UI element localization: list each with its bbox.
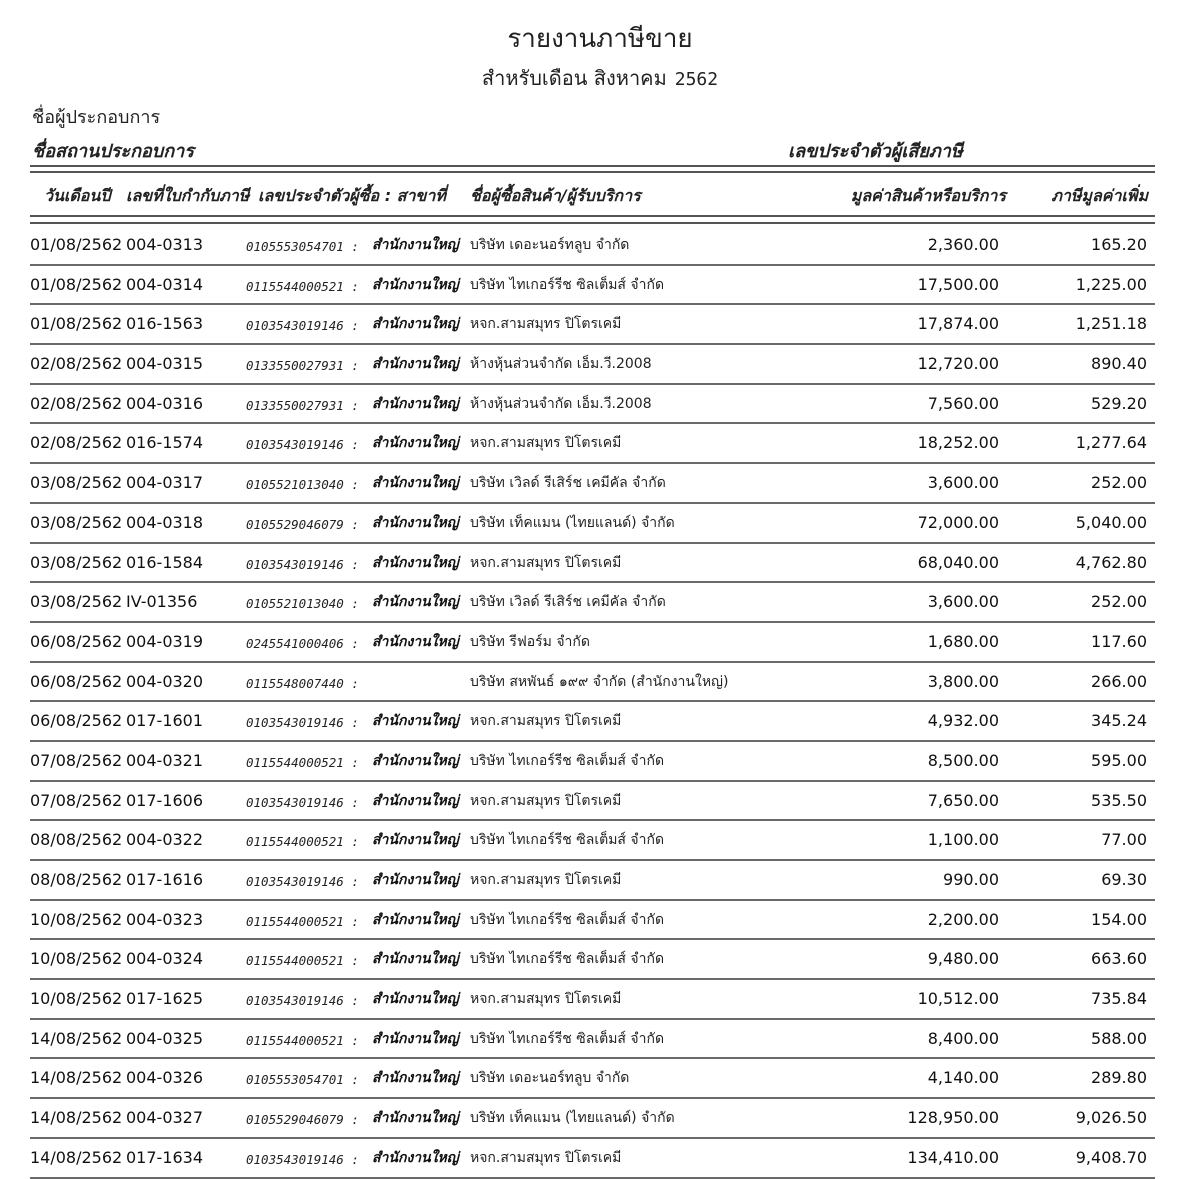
header-rule-bottom <box>30 215 1155 217</box>
cell-buyer-name: บริษัท เวิลด์ รีเสิร์ช เคมีคัล จำกัด <box>470 594 666 611</box>
cell-date: 02/08/2562 <box>30 433 123 453</box>
cell-buyer-taxid: 0103543019146 : <box>246 437 359 453</box>
header-rule-bottom-double <box>30 222 1155 224</box>
cell-value: 128,950.00 <box>907 1108 999 1128</box>
cell-date: 14/08/2562 <box>30 1028 123 1048</box>
cell-vat: 252.00 <box>1091 592 1147 612</box>
cell-date: 03/08/2562 <box>30 552 123 572</box>
cell-value: 8,400.00 <box>927 1028 999 1048</box>
cell-branch: สำนักงานใหญ่ <box>372 713 459 730</box>
report-year: 2562 <box>674 69 719 90</box>
cell-vat: 165.20 <box>1091 235 1147 254</box>
cell-buyer-name: หจก.สามสมุทร ปิโตรเคมี <box>470 713 622 730</box>
cell-value: 3,600.00 <box>927 592 999 612</box>
cell-branch: สำนักงานใหญ่ <box>372 832 459 849</box>
cell-value: 1,680.00 <box>927 631 999 651</box>
cell-invoice-number: 004-0327 <box>126 1108 204 1128</box>
table-row <box>30 504 1155 544</box>
cell-invoice-number: 017-1625 <box>126 989 204 1009</box>
table-row <box>30 266 1155 306</box>
cell-invoice-number: 017-1606 <box>126 790 204 810</box>
cell-buyer-taxid: 0103543019146 : <box>246 556 359 572</box>
cell-date: 02/08/2562 <box>30 354 123 374</box>
cell-value: 1,100.00 <box>927 830 999 850</box>
sales-table-body <box>30 226 1155 1179</box>
cell-buyer-taxid: 0103543019146 : <box>246 318 359 334</box>
cell-invoice-number: 004-0322 <box>126 830 204 850</box>
table-row <box>30 1099 1155 1139</box>
cell-branch: สำนักงานใหญ่ <box>372 1110 459 1127</box>
cell-invoice-number: 004-0316 <box>126 393 204 413</box>
cell-buyer-name: หจก.สามสมุทร ปิโตรเคมี <box>470 554 622 571</box>
table-row <box>30 702 1155 742</box>
table-row <box>30 1020 1155 1060</box>
cell-buyer-name: หจก.สามสมุทร ปิโตรเคมี <box>470 991 622 1008</box>
cell-date: 08/08/2562 <box>30 870 123 889</box>
cell-buyer-name: บริษัท รีฟอร์ม จำกัด <box>470 633 590 650</box>
cell-buyer-taxid: 0105553054701 : <box>246 239 359 254</box>
column-header-invoice: เลขที่ใบกำกับภาษี <box>126 186 250 205</box>
cell-vat: 252.00 <box>1091 473 1147 493</box>
cell-buyer-name: บริษัท สหพันธ์ ๑๙๙ จำกัด (สำนักงานใหญ่) <box>470 673 729 690</box>
table-row <box>30 544 1155 584</box>
cell-date: 06/08/2562 <box>30 671 123 691</box>
cell-value: 68,040.00 <box>917 552 999 572</box>
cell-vat: 289.80 <box>1091 1068 1147 1088</box>
cell-invoice-number: 017-1634 <box>126 1147 204 1167</box>
cell-buyer-taxid: 0115544000521 : <box>246 278 359 294</box>
cell-vat: 77.00 <box>1101 830 1147 850</box>
taxpayer-id-label: เลขประจำตัวผู้เสียภาษี <box>788 141 963 162</box>
cell-invoice-number: 004-0321 <box>126 750 204 770</box>
header-rule-top-double <box>30 171 1155 173</box>
cell-vat: 5,040.00 <box>1075 512 1147 532</box>
cell-date: 01/08/2562 <box>30 274 123 294</box>
report-period-label: สำหรับเดือน สิงหาคม <box>481 66 667 90</box>
cell-value: 3,600.00 <box>927 473 999 493</box>
table-row <box>30 901 1155 941</box>
cell-invoice-number: 017-1601 <box>126 711 204 731</box>
table-row <box>30 345 1155 385</box>
cell-value: 134,410.00 <box>907 1147 999 1167</box>
cell-buyer-name: บริษัท เดอะนอร์ทลูบ จำกัด <box>470 1070 630 1087</box>
cell-vat: 69.30 <box>1101 870 1147 889</box>
cell-buyer-taxid: 0105521013040 : <box>246 596 359 612</box>
cell-value: 8,500.00 <box>927 750 999 770</box>
cell-buyer-taxid: 0115544000521 : <box>246 913 359 929</box>
cell-vat: 266.00 <box>1091 671 1147 691</box>
cell-invoice-number: 016-1574 <box>126 433 204 453</box>
cell-value: 3,800.00 <box>927 671 999 691</box>
cell-date: 14/08/2562 <box>30 1068 123 1088</box>
cell-value: 2,360.00 <box>927 235 999 254</box>
cell-buyer-name: บริษัท เท็คแมน (ไทยแลนด์) จำกัด <box>470 1110 675 1127</box>
cell-vat: 4,762.80 <box>1075 552 1147 572</box>
cell-buyer-name: หจก.สามสมุทร ปิโตรเคมี <box>470 316 622 333</box>
cell-buyer-taxid: 0115548007440 : <box>246 675 359 691</box>
cell-invoice-number: 004-0324 <box>126 949 204 969</box>
cell-invoice-number: 004-0317 <box>126 473 204 493</box>
column-header-buyer-name: ชื่อผู้ซื้อสินค้า/ผู้รับบริการ <box>470 186 641 205</box>
cell-value: 2,200.00 <box>927 909 999 929</box>
table-row <box>30 940 1155 980</box>
cell-buyer-taxid: 0115544000521 : <box>246 953 359 969</box>
cell-branch: สำนักงานใหญ่ <box>372 554 459 571</box>
table-row <box>30 821 1155 861</box>
cell-buyer-name: บริษัท ไทเกอร์รีช ซิลเต็มส์ จำกัด <box>470 951 665 968</box>
cell-buyer-taxid: 0133550027931 : <box>246 397 359 413</box>
cell-buyer-taxid: 0245541000406 : <box>246 635 359 651</box>
cell-vat: 663.60 <box>1091 949 1147 969</box>
cell-date: 01/08/2562 <box>30 235 123 254</box>
cell-date: 10/08/2562 <box>30 909 123 929</box>
cell-value: 4,932.00 <box>927 711 999 731</box>
cell-buyer-name: บริษัท ไทเกอร์รีช ซิลเต็มส์ จำกัด <box>470 911 665 928</box>
cell-invoice-number: IV-01356 <box>126 592 198 612</box>
cell-branch: สำนักงานใหญ่ <box>372 991 459 1008</box>
cell-vat: 117.60 <box>1091 631 1147 651</box>
cell-buyer-taxid: 0103543019146 : <box>246 794 359 810</box>
table-row <box>30 424 1155 464</box>
cell-date: 10/08/2562 <box>30 989 123 1009</box>
cell-value: 12,720.00 <box>917 354 999 374</box>
cell-vat: 9,408.70 <box>1075 1147 1147 1167</box>
cell-invoice-number: 004-0323 <box>126 909 204 929</box>
cell-vat: 9,026.50 <box>1075 1108 1147 1128</box>
table-row <box>30 742 1155 782</box>
cell-vat: 588.00 <box>1091 1028 1147 1048</box>
cell-date: 14/08/2562 <box>30 1147 123 1167</box>
cell-buyer-taxid: 0105553054701 : <box>246 1072 359 1088</box>
cell-buyer-name: บริษัท เวิลด์ รีเสิร์ช เคมีคัล จำกัด <box>470 475 666 492</box>
cell-vat: 535.50 <box>1091 790 1147 810</box>
cell-date: 07/08/2562 <box>30 790 123 810</box>
cell-value: 990.00 <box>943 870 999 889</box>
cell-value: 18,252.00 <box>917 433 999 453</box>
cell-buyer-taxid: 0133550027931 : <box>246 358 359 374</box>
cell-vat: 154.00 <box>1091 909 1147 929</box>
cell-invoice-number: 004-0315 <box>126 354 204 374</box>
cell-value: 9,480.00 <box>927 949 999 969</box>
cell-buyer-name: หจก.สามสมุทร ปิโตรเคมี <box>470 872 622 888</box>
cell-buyer-name: บริษัท ไทเกอร์รีช ซิลเต็มส์ จำกัด <box>470 832 665 849</box>
column-header-vat: ภาษีมูลค่าเพิ่ม <box>1051 186 1148 205</box>
cell-buyer-name: หจก.สามสมุทร ปิโตรเคมี <box>470 435 622 452</box>
cell-branch: สำนักงานใหญ่ <box>372 395 459 412</box>
cell-branch: สำนักงานใหญ่ <box>372 951 459 968</box>
cell-date: 10/08/2562 <box>30 949 123 969</box>
cell-buyer-taxid: 0103543019146 : <box>246 715 359 731</box>
cell-buyer-taxid: 0115544000521 : <box>246 754 359 770</box>
cell-vat: 345.24 <box>1091 711 1147 731</box>
cell-date: 07/08/2562 <box>30 750 123 770</box>
cell-buyer-taxid: 0103543019146 : <box>246 993 359 1009</box>
cell-date: 03/08/2562 <box>30 592 123 612</box>
cell-vat: 735.84 <box>1091 989 1147 1009</box>
cell-branch: สำนักงานใหญ่ <box>372 475 459 492</box>
cell-value: 17,500.00 <box>917 274 999 294</box>
report-title: รายงานภาษีขาย <box>507 24 693 54</box>
report-subtitle <box>0 62 1200 94</box>
cell-vat: 1,277.64 <box>1075 433 1147 453</box>
cell-buyer-name: หจก.สามสมุทร ปิโตรเคมี <box>470 1149 622 1166</box>
cell-date: 08/08/2562 <box>30 830 123 850</box>
cell-branch: สำนักงานใหญ่ <box>372 633 459 650</box>
cell-invoice-number: 004-0319 <box>126 631 204 651</box>
cell-invoice-number: 016-1584 <box>126 552 204 572</box>
table-row <box>30 980 1155 1020</box>
cell-date: 06/08/2562 <box>30 631 123 651</box>
cell-value: 10,512.00 <box>917 989 999 1009</box>
cell-buyer-name: บริษัท เดอะนอร์ทลูบ จำกัด <box>470 237 630 253</box>
cell-branch: สำนักงานใหญ่ <box>372 356 459 373</box>
cell-vat: 890.40 <box>1091 354 1147 374</box>
cell-buyer-name: ห้างหุ้นส่วนจำกัด เอ็ม.วี.2008 <box>470 395 652 412</box>
cell-date: 03/08/2562 <box>30 473 123 493</box>
cell-branch: สำนักงานใหญ่ <box>372 872 459 888</box>
cell-vat: 529.20 <box>1091 393 1147 413</box>
cell-value: 7,650.00 <box>927 790 999 810</box>
cell-branch: สำนักงานใหญ่ <box>372 911 459 928</box>
cell-branch: สำนักงานใหญ่ <box>372 752 459 769</box>
cell-branch: สำนักงานใหญ่ <box>372 1149 459 1166</box>
cell-date: 06/08/2562 <box>30 711 123 731</box>
cell-branch: สำนักงานใหญ่ <box>372 514 459 531</box>
cell-buyer-taxid: 0115544000521 : <box>246 834 359 850</box>
cell-buyer-name: บริษัท ไทเกอร์รีช ซิลเต็มส์ จำกัด <box>470 276 665 293</box>
cell-invoice-number: 004-0314 <box>126 274 204 294</box>
cell-date: 14/08/2562 <box>30 1108 123 1128</box>
table-row <box>30 782 1155 822</box>
cell-vat: 1,251.18 <box>1075 314 1147 334</box>
table-row <box>30 623 1155 663</box>
cell-date: 03/08/2562 <box>30 512 123 532</box>
cell-invoice-number: 004-0320 <box>126 671 204 691</box>
cell-vat: 1,225.00 <box>1075 274 1147 294</box>
table-row <box>30 861 1155 901</box>
cell-buyer-name: บริษัท ไทเกอร์รีช ซิลเต็มส์ จำกัด <box>470 1030 665 1047</box>
cell-branch: สำนักงานใหญ่ <box>372 237 459 253</box>
cell-buyer-taxid: 0115544000521 : <box>246 1032 359 1048</box>
header-rule-top <box>30 165 1155 167</box>
cell-invoice-number: 004-0313 <box>126 235 204 254</box>
column-header-value: มูลค่าสินค้าหรือบริการ <box>850 186 1006 205</box>
cell-buyer-taxid: 0105529046079 : <box>246 516 359 532</box>
cell-invoice-number: 004-0325 <box>126 1028 204 1048</box>
cell-buyer-taxid: 0105529046079 : <box>246 1112 359 1128</box>
cell-branch: สำนักงานใหญ่ <box>372 792 459 809</box>
table-row <box>30 1059 1155 1099</box>
cell-buyer-taxid: 0103543019146 : <box>246 874 359 889</box>
business-place-label: ชื่อสถานประกอบการ <box>32 141 194 162</box>
cell-invoice-number: 017-1616 <box>126 870 204 889</box>
table-row <box>30 1139 1155 1179</box>
cell-branch: สำนักงานใหญ่ <box>372 1030 459 1047</box>
cell-branch: สำนักงานใหญ่ <box>372 1070 459 1087</box>
cell-buyer-taxid: 0103543019146 : <box>246 1151 359 1167</box>
cell-branch: สำนักงานใหญ่ <box>372 276 459 293</box>
cell-invoice-number: 016-1563 <box>126 314 204 334</box>
cell-branch: สำนักงานใหญ่ <box>372 435 459 452</box>
table-row <box>30 226 1155 266</box>
cell-value: 4,140.00 <box>927 1068 999 1088</box>
cell-branch: สำนักงานใหญ่ <box>372 316 459 333</box>
column-header-date: วันเดือนปี <box>44 186 111 205</box>
cell-invoice-number: 004-0326 <box>126 1068 204 1088</box>
cell-invoice-number: 004-0318 <box>126 512 204 532</box>
cell-date: 01/08/2562 <box>30 314 123 334</box>
table-row <box>30 385 1155 425</box>
cell-branch: สำนักงานใหญ่ <box>372 594 459 611</box>
table-row <box>30 464 1155 504</box>
table-row <box>30 305 1155 345</box>
column-header-buyer-taxid: เลขประจำตัวผู้ซื้อ : สาขาที่ <box>258 186 446 205</box>
cell-buyer-name: บริษัท ไทเกอร์รีช ซิลเต็มส์ จำกัด <box>470 752 665 769</box>
cell-buyer-taxid: 0105521013040 : <box>246 477 359 493</box>
cell-buyer-name: บริษัท เท็คแมน (ไทยแลนด์) จำกัด <box>470 514 675 531</box>
cell-buyer-name: ห้างหุ้นส่วนจำกัด เอ็ม.วี.2008 <box>470 356 652 373</box>
table-row <box>30 583 1155 623</box>
cell-vat: 595.00 <box>1091 750 1147 770</box>
cell-buyer-name: หจก.สามสมุทร ปิโตรเคมี <box>470 792 622 809</box>
cell-value: 17,874.00 <box>917 314 999 334</box>
cell-value: 72,000.00 <box>917 512 999 532</box>
table-row <box>30 663 1155 703</box>
cell-value: 7,560.00 <box>927 393 999 413</box>
cell-date: 02/08/2562 <box>30 393 123 413</box>
operator-name-label: ชื่อผู้ประกอบการ <box>32 107 161 128</box>
